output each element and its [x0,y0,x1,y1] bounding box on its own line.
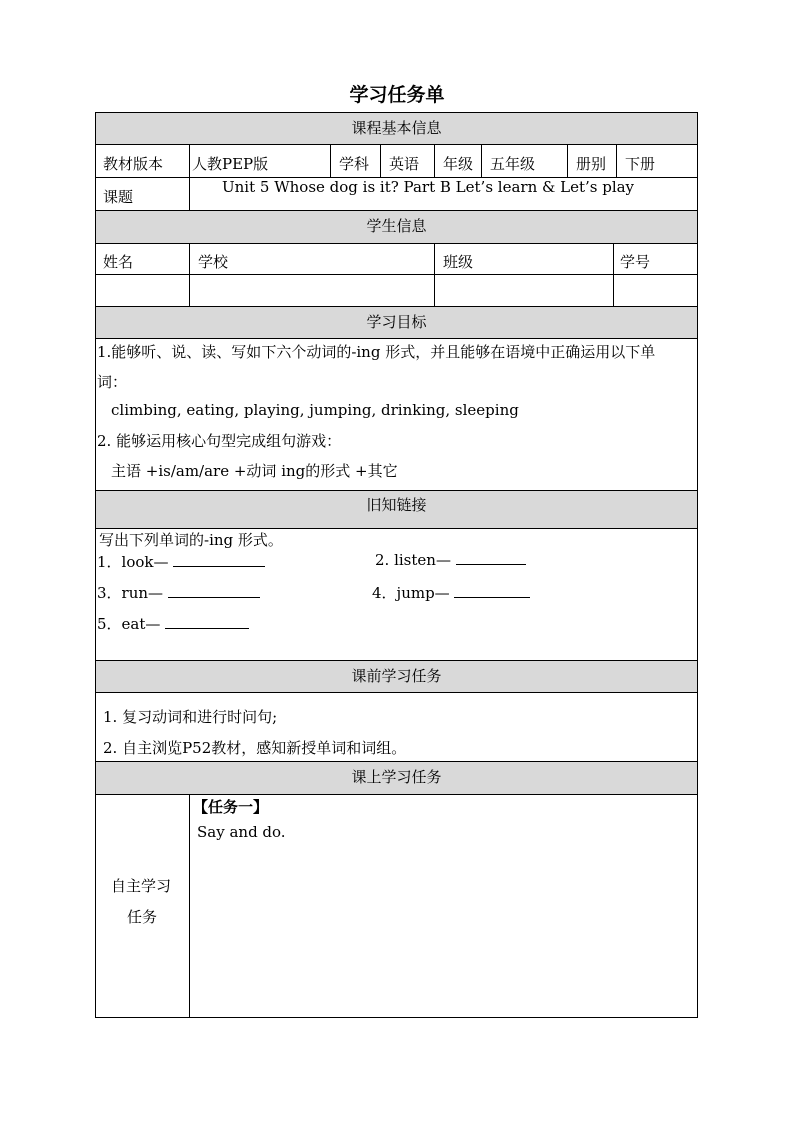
rule [95,660,698,661]
rule [95,112,96,1018]
student-id-label: 学号 [620,253,651,271]
rule [567,144,568,177]
volume-value: 下册 [625,155,656,173]
rule [95,144,698,145]
rule [95,490,698,491]
review-item [372,582,530,603]
review-item-label: 1．look— [97,553,169,571]
objective-1-continued: 词： [97,373,128,391]
rule [434,144,435,177]
rule [189,794,190,1018]
answer-blank[interactable] [165,615,249,629]
rule [95,210,698,211]
topic-value: Unit 5 Whose dog is it? Part B Let’s learn & Let’s play [222,178,635,196]
rule [697,112,698,1018]
rule [95,794,698,795]
objective-1: 1.能够听、说、读、写如下六个动词的-ing 形式，并且能够在语境中正确运用以下单 [97,343,656,361]
name-label: 姓名 [103,253,134,271]
section-header-student-info: 学生信息 [95,210,698,243]
review-item-label: 5．eat— [97,615,161,633]
objective-2: 2. 能够运用核心句型完成组句游戏： [97,432,342,450]
rule [481,144,482,177]
sentence-pattern: 主语 +is/am/are +动词 ing的形式 +其它 [111,462,398,480]
rule [95,243,698,244]
answer-blank[interactable] [168,584,260,598]
rule [95,1017,698,1018]
class-label: 班级 [443,253,474,271]
textbook-value: 人教PEP版 [192,155,269,173]
rule [189,144,190,210]
review-instruction: 写出下列单词的-ing 形式。 [99,531,283,549]
pre-class-item: 1. 复习动词和进行时问句; [103,708,278,726]
school-label: 学校 [198,253,229,271]
row-label-self-study: 自主学习 [111,877,172,895]
section-header-pre-class: 课前学习任务 [95,660,698,692]
subject-value: 英语 [389,155,420,173]
page-title: 学习任务单 [349,84,445,106]
subject-label: 学科 [339,155,370,173]
rule [95,306,698,307]
review-item-label: 2. listen— [375,551,451,569]
topic-label: 课题 [103,188,134,206]
rule [95,112,698,113]
review-item-label: 3．run— [97,584,164,602]
rule [95,274,698,275]
review-item [97,551,265,572]
worksheet-table [95,112,698,1018]
rule [189,243,190,306]
rule [380,144,381,177]
section-header-review: 旧知链接 [95,490,698,528]
objective-words: climbing, eating, playing, jumping, drinking, sleeping [111,401,519,419]
rule [95,692,698,693]
volume-label: 册别 [576,155,607,173]
section-header-in-class: 课上学习任务 [95,761,698,794]
review-item [97,582,260,603]
review-item [375,551,526,569]
rule [95,761,698,762]
rule [616,144,617,177]
row-label-task: 任务 [127,908,158,926]
section-header-objectives: 学习目标 [95,306,698,338]
rule [330,144,331,177]
grade-label: 年级 [443,155,474,173]
textbook-label: 教材版本 [103,155,164,173]
rule [95,338,698,339]
answer-blank[interactable] [173,553,265,567]
section-header-course-info: 课程基本信息 [95,112,698,144]
rule [613,243,614,306]
pre-class-item: 2. 自主浏览P52教材，感知新授单词和词组。 [103,739,407,757]
task-text: Say and do. [197,823,286,841]
review-item [97,613,249,634]
task-heading: 【任务一】 [193,798,269,816]
rule [434,243,435,306]
answer-blank[interactable] [454,584,530,598]
grade-value: 五年级 [490,155,536,173]
review-item-label: 4．jump— [372,584,450,602]
answer-blank[interactable] [456,551,526,565]
